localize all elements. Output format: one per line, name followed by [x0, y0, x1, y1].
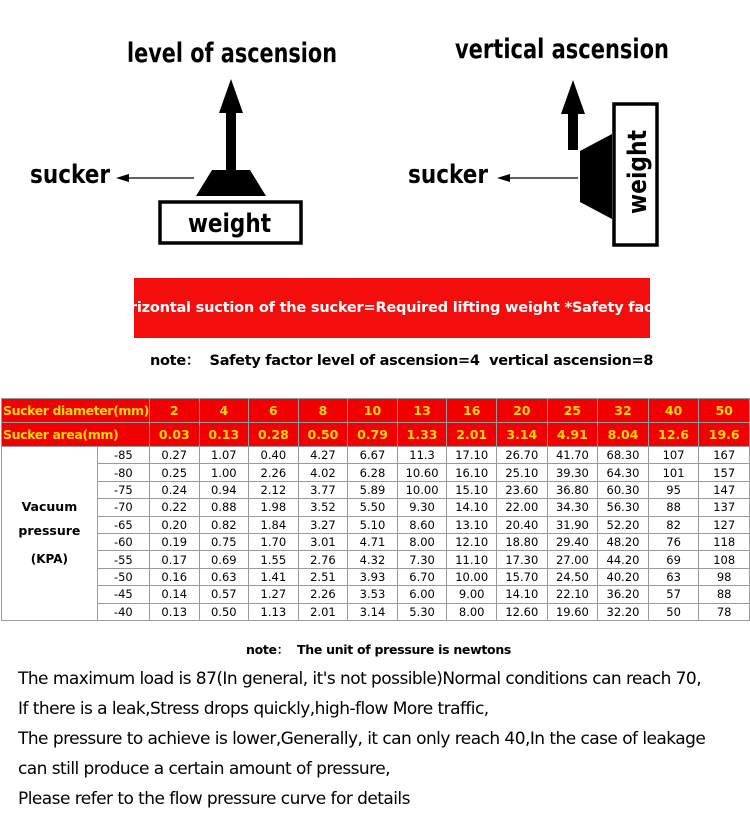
force-value-cell: 16.10 [447, 464, 497, 481]
force-value-cell: 14.10 [447, 499, 497, 516]
force-value-cell: 34.30 [547, 499, 598, 516]
force-value-cell: 39.30 [547, 464, 598, 481]
force-value-cell: 15.70 [497, 568, 548, 585]
force-value-cell: 10.00 [447, 568, 497, 585]
force-value-cell: 1.84 [249, 516, 299, 533]
force-value-cell: 8.60 [397, 516, 447, 533]
force-value-cell: 4.27 [298, 447, 348, 464]
force-value-cell: 60.30 [598, 481, 649, 498]
diameter-cell: 16 [447, 399, 497, 423]
force-value-cell: 1.70 [249, 533, 299, 550]
force-value-cell: 1.98 [249, 499, 299, 516]
area-cell: 0.03 [149, 423, 199, 447]
pressure-label-line: pressure [18, 523, 81, 539]
force-value-cell: 1.55 [249, 551, 299, 568]
info-line: can still produce a certain amount of pressure, [18, 759, 390, 779]
force-value-cell: 2.01 [298, 603, 348, 620]
force-value-cell: 9.30 [397, 499, 447, 516]
force-value-cell: 12.60 [497, 603, 548, 620]
area-cell: 0.50 [298, 423, 348, 447]
force-value-cell: 108 [699, 551, 750, 568]
force-value-cell: 26.70 [497, 447, 548, 464]
force-value-cell: 5.50 [348, 499, 398, 516]
formula-text: Horizontal suction of the sucker=Required lifting weight *Safety factor [108, 300, 676, 316]
force-value-cell: 0.16 [149, 568, 199, 585]
force-value-cell: 1.07 [199, 447, 249, 464]
level-ascension-title: level of ascension [127, 38, 337, 69]
force-value-cell: 0.17 [149, 551, 199, 568]
force-value-cell: 0.40 [249, 447, 299, 464]
force-value-cell: 127 [699, 516, 750, 533]
force-value-cell: 1.13 [249, 603, 299, 620]
force-value-cell: 68.30 [598, 447, 649, 464]
area-cell: 1.33 [397, 423, 447, 447]
force-value-cell: 10.60 [397, 464, 447, 481]
table-row [2, 551, 750, 568]
table-row [2, 533, 750, 550]
force-value-cell: 0.22 [149, 499, 199, 516]
area-cell: 12.6 [648, 423, 699, 447]
force-value-cell: 78 [699, 603, 750, 620]
force-value-cell: 32.20 [598, 603, 649, 620]
table-row [2, 516, 750, 533]
force-value-cell: 50 [648, 603, 699, 620]
force-value-cell: 4.71 [348, 533, 398, 550]
suction-force-table [1, 398, 750, 621]
force-value-cell: 3.01 [298, 533, 348, 550]
force-value-cell: 29.40 [547, 533, 598, 550]
pressure-cell: -55 [97, 551, 149, 568]
force-value-cell: 13.10 [447, 516, 497, 533]
diameter-cell: 8 [298, 399, 348, 423]
area-header-row [2, 423, 750, 447]
force-value-cell: 0.82 [199, 516, 249, 533]
suction-diagram [0, 0, 750, 260]
weight-label: weight [623, 113, 653, 214]
diameter-cell: 40 [648, 399, 699, 423]
info-line: Please refer to the flow pressure curve for details [18, 789, 410, 809]
area-cell: 19.6 [699, 423, 750, 447]
vertical-ascension-title: vertical ascension [455, 34, 669, 65]
pressure-cell: -85 [97, 447, 149, 464]
force-value-cell: 12.10 [447, 533, 497, 550]
force-value-cell: 3.14 [348, 603, 398, 620]
force-value-cell: 3.27 [298, 516, 348, 533]
area-header-label: Sucker area(mm) [2, 423, 150, 447]
force-value-cell: 52.20 [598, 516, 649, 533]
info-line: The pressure to achieve is lower,Generally, it can only reach 40,In the case of leakage [18, 729, 706, 749]
force-value-cell: 22.00 [497, 499, 548, 516]
force-value-cell: 157 [699, 464, 750, 481]
force-value-cell: 69 [648, 551, 699, 568]
arrow-left-icon [497, 174, 510, 182]
force-value-cell: 63 [648, 568, 699, 585]
force-value-cell: 2.12 [249, 481, 299, 498]
diameter-cell: 32 [598, 399, 649, 423]
force-value-cell: 0.94 [199, 481, 249, 498]
area-cell: 0.28 [249, 423, 299, 447]
force-value-cell: 0.19 [149, 533, 199, 550]
pressure-cell: -50 [97, 568, 149, 585]
table-row [2, 586, 750, 603]
area-cell: 2.01 [447, 423, 497, 447]
diameter-cell: 50 [699, 399, 750, 423]
force-value-cell: 36.20 [598, 586, 649, 603]
safety-factor-note: note： Safety factor level of ascension=4 vertical ascension=8 [150, 353, 654, 369]
pressure-cell: -70 [97, 499, 149, 516]
force-value-cell: 6.70 [397, 568, 447, 585]
area-cell: 3.14 [497, 423, 548, 447]
force-value-cell: 0.75 [199, 533, 249, 550]
force-value-cell: 88 [648, 499, 699, 516]
table-row [2, 568, 750, 585]
sucker-cup-shape [580, 134, 612, 219]
force-value-cell: 0.57 [199, 586, 249, 603]
arrow-left-icon [116, 174, 129, 182]
force-value-cell: 20.40 [497, 516, 548, 533]
force-value-cell: 4.32 [348, 551, 398, 568]
force-value-cell: 24.50 [547, 568, 598, 585]
force-value-cell: 44.20 [598, 551, 649, 568]
pressure-cell: -60 [97, 533, 149, 550]
diameter-cell: 13 [397, 399, 447, 423]
force-value-cell: 57 [648, 586, 699, 603]
force-value-cell: 2.51 [298, 568, 348, 585]
force-value-cell: 11.10 [447, 551, 497, 568]
diameter-cell: 10 [348, 399, 398, 423]
force-value-cell: 4.02 [298, 464, 348, 481]
force-value-cell: 40.20 [598, 568, 649, 585]
up-arrow-icon [561, 80, 585, 150]
force-value-cell: 0.69 [199, 551, 249, 568]
force-value-cell: 2.26 [249, 464, 299, 481]
force-value-cell: 0.20 [149, 516, 199, 533]
diameter-cell: 6 [249, 399, 299, 423]
force-value-cell: 6.67 [348, 447, 398, 464]
area-cell: 8.04 [598, 423, 649, 447]
force-value-cell: 1.27 [249, 586, 299, 603]
pressure-cell: -40 [97, 603, 149, 620]
force-value-cell: 56.30 [598, 499, 649, 516]
force-value-cell: 6.28 [348, 464, 398, 481]
force-value-cell: 25.10 [497, 464, 548, 481]
pressure-unit-note: note： The unit of pressure is newtons [246, 642, 512, 657]
force-value-cell: 5.30 [397, 603, 447, 620]
force-value-cell: 2.26 [298, 586, 348, 603]
area-cell: 4.91 [547, 423, 598, 447]
force-value-cell: 22.10 [547, 586, 598, 603]
force-value-cell: 82 [648, 516, 699, 533]
force-value-cell: 95 [648, 481, 699, 498]
diameter-header-label: Sucker diameter(mm) [2, 399, 150, 423]
force-value-cell: 1.41 [249, 568, 299, 585]
force-value-cell: 8.00 [447, 603, 497, 620]
table-row [2, 464, 750, 481]
diameter-cell: 25 [547, 399, 598, 423]
force-value-cell: 10.00 [397, 481, 447, 498]
force-value-cell: 1.00 [199, 464, 249, 481]
force-value-cell: 0.50 [199, 603, 249, 620]
diameter-cell: 2 [149, 399, 199, 423]
vacuum-pressure-label [2, 447, 98, 621]
force-value-cell: 3.53 [348, 586, 398, 603]
force-value-cell: 31.90 [547, 516, 598, 533]
force-value-cell: 11.3 [397, 447, 447, 464]
force-value-cell: 19.60 [547, 603, 598, 620]
force-value-cell: 3.93 [348, 568, 398, 585]
info-line: The maximum load is 87(In general, it's not possible)Normal conditions can reach 70, [18, 669, 702, 689]
force-value-cell: 147 [699, 481, 750, 498]
force-value-cell: 167 [699, 447, 750, 464]
force-value-cell: 64.30 [598, 464, 649, 481]
table-row [2, 603, 750, 620]
force-value-cell: 107 [648, 447, 699, 464]
table-row [2, 499, 750, 516]
force-value-cell: 5.10 [348, 516, 398, 533]
force-value-cell: 27.00 [547, 551, 598, 568]
weight-label: weight [188, 209, 271, 239]
force-value-cell: 98 [699, 568, 750, 585]
force-value-cell: 17.10 [447, 447, 497, 464]
formula-banner [108, 278, 676, 338]
pressure-cell: -45 [97, 586, 149, 603]
force-value-cell: 137 [699, 499, 750, 516]
force-value-cell: 101 [648, 464, 699, 481]
vertical-ascension-diagram [408, 34, 669, 245]
force-value-cell: 23.60 [497, 481, 548, 498]
force-value-cell: 15.10 [447, 481, 497, 498]
kpa-unit-label: (KPA) [30, 552, 69, 567]
force-value-cell: 0.14 [149, 586, 199, 603]
force-value-cell: 118 [699, 533, 750, 550]
force-value-cell: 2.76 [298, 551, 348, 568]
area-cell: 0.13 [199, 423, 249, 447]
force-value-cell: 76 [648, 533, 699, 550]
force-value-cell: 9.00 [447, 586, 497, 603]
diameter-header-row [2, 399, 750, 423]
force-value-cell: 48.20 [598, 533, 649, 550]
sucker-label: sucker [30, 160, 111, 190]
force-value-cell: 8.00 [397, 533, 447, 550]
force-value-cell: 17.30 [497, 551, 548, 568]
force-value-cell: 18.80 [497, 533, 548, 550]
up-arrow-icon [219, 79, 243, 170]
force-value-cell: 6.00 [397, 586, 447, 603]
force-value-cell: 0.88 [199, 499, 249, 516]
sucker-label: sucker [408, 160, 489, 190]
force-value-cell: 0.13 [149, 603, 199, 620]
info-line: If there is a leak,Stress drops quickly,high-flow More traffic, [18, 699, 489, 719]
force-value-cell: 3.52 [298, 499, 348, 516]
force-value-cell: 0.27 [149, 447, 199, 464]
force-value-cell: 88 [699, 586, 750, 603]
info-text-block [18, 664, 746, 814]
force-value-cell: 7.30 [397, 551, 447, 568]
force-value-cell: 41.70 [547, 447, 598, 464]
force-value-cell: 0.25 [149, 464, 199, 481]
diameter-cell: 20 [497, 399, 548, 423]
force-value-cell: 14.10 [497, 586, 548, 603]
table-row [2, 481, 750, 498]
force-value-cell: 3.77 [298, 481, 348, 498]
force-value-cell: 0.63 [199, 568, 249, 585]
pressure-cell: -65 [97, 516, 149, 533]
force-value-cell: 36.80 [547, 481, 598, 498]
vacuum-label-line: Vacuum [21, 499, 78, 515]
force-value-cell: 5.89 [348, 481, 398, 498]
area-cell: 0.79 [348, 423, 398, 447]
pressure-cell: -80 [97, 464, 149, 481]
pressure-cell: -75 [97, 481, 149, 498]
table-row [2, 447, 750, 464]
diameter-cell: 4 [199, 399, 249, 423]
sucker-cup-shape [196, 170, 266, 196]
level-ascension-diagram [30, 38, 337, 243]
force-value-cell: 0.24 [149, 481, 199, 498]
